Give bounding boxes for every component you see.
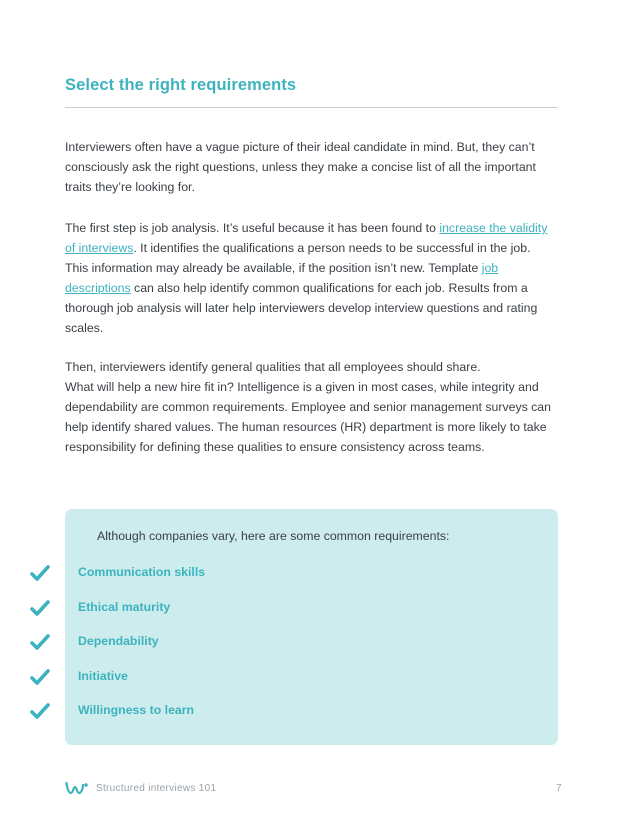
link-job-descriptions[interactable]: job descriptions — [65, 261, 499, 295]
checkmark-icon — [30, 598, 50, 618]
paragraph-text-segment: . It identifies the qualifications a person needs to be successful in the job. This information may already be available, if the position isn’t new. Template — [65, 241, 531, 275]
workable-logo-icon — [65, 781, 89, 795]
requirement-label: Initiative — [78, 669, 128, 683]
checkmark-icon — [30, 701, 50, 721]
paragraph-text-segment: Then, interviewers identify general qualities that all employees should share. — [65, 360, 481, 374]
link-increase-validity[interactable]: increase the validity of interviews — [65, 221, 548, 255]
requirement-item — [30, 701, 450, 721]
checkmark-icon — [30, 563, 50, 583]
footer-title: Structured interviews 101 — [96, 783, 217, 794]
paragraph-intro — [65, 137, 555, 197]
paragraph-job-analysis-text — [65, 218, 555, 338]
requirement-label: Willingness to learn — [78, 703, 195, 717]
requirement-item — [30, 563, 450, 583]
paragraph-text-segment: The first step is job analysis. It’s useful because it has been found to — [65, 221, 440, 235]
paragraph-text-segment: What will help a new hire fit in? Intelligence is a given in most cases, while integrity and dependability are common requirements. Employee and senior management surveys can help identify shared values. The human resources (HR) department is more likely to take responsibility for defining these qualities to ensure consistency across teams. — [65, 380, 551, 454]
paragraph-text-segment: can also help identify common qualifications for each job. Results from a thorough job analysis will later help interviewers develop interview questions and rating scales. — [65, 281, 538, 335]
paragraph-intro-text: Interviewers often have a vague picture of their ideal candidate in mind. But, they can’t consciously ask the right questions, unless they make a concise list of all the important traits they’re looking for. — [65, 140, 536, 194]
heading-divider — [65, 107, 558, 108]
paragraph-general-qualities-text — [65, 357, 555, 457]
requirement-item — [30, 598, 450, 618]
paragraph-job-analysis — [65, 218, 555, 338]
paragraph-general-qualities — [65, 357, 555, 457]
requirement-item — [30, 667, 450, 687]
requirement-label: Ethical maturity — [78, 600, 171, 614]
requirement-label: Dependability — [78, 634, 159, 648]
requirement-item — [30, 632, 450, 652]
checkmark-icon — [30, 667, 50, 687]
callout-intro: Although companies vary, here are some common requirements: — [97, 529, 450, 543]
checkmark-icon — [30, 632, 50, 652]
section-heading: Select the right requirements — [65, 76, 297, 94]
requirement-label: Communication skills — [78, 565, 206, 579]
page-number: 7 — [556, 783, 562, 794]
